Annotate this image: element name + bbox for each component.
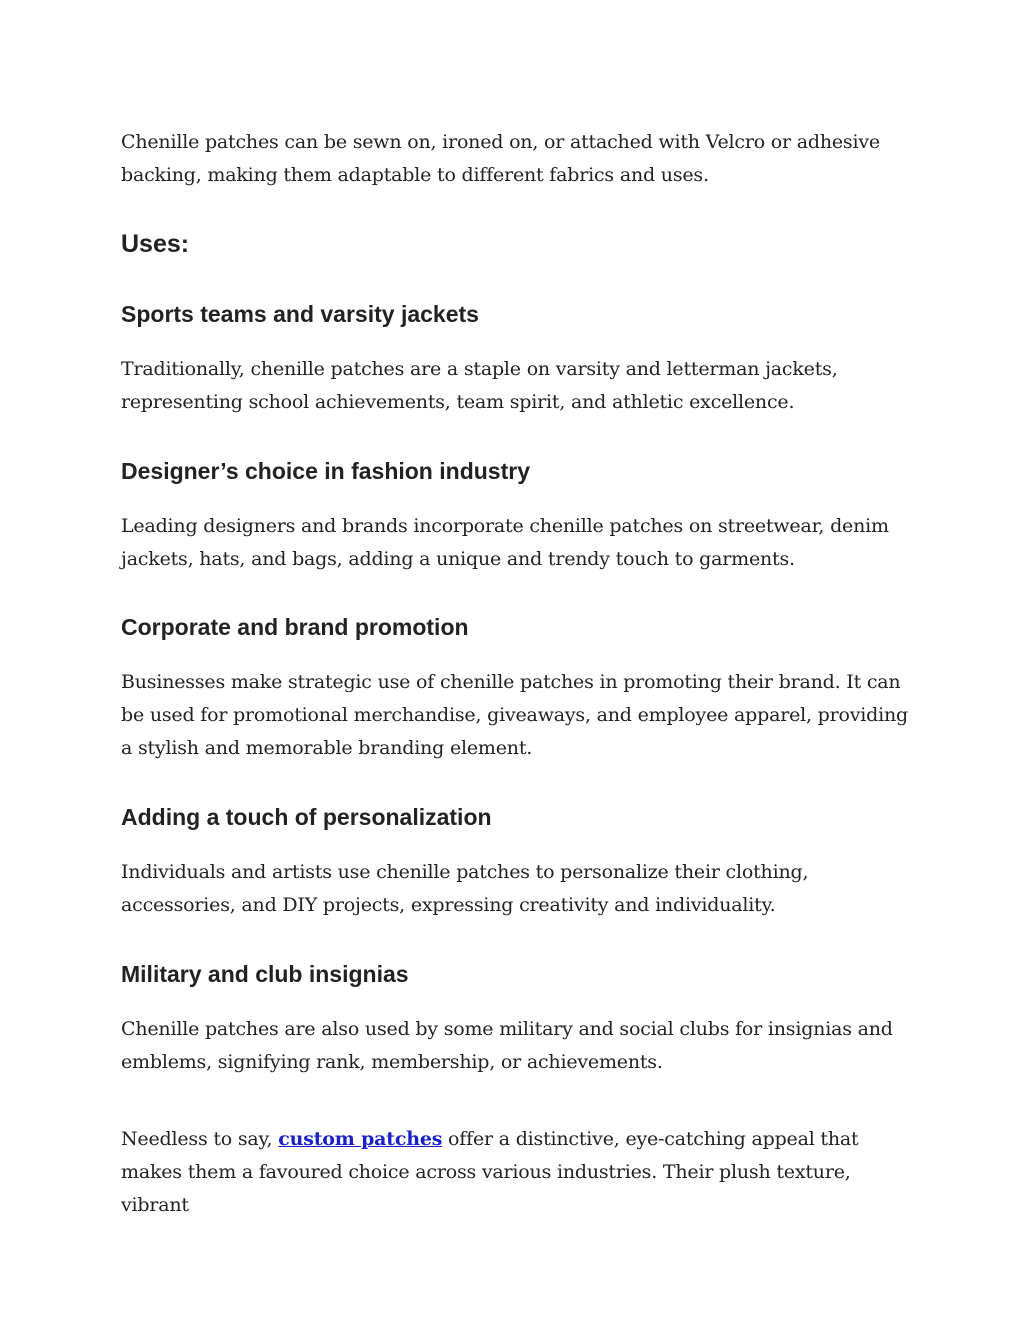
section-heading-designer: Designer’s choice in fashion industry xyxy=(121,458,530,484)
intro-paragraph: Chenille patches can be sewn on, ironed on, or attached with Velcro or adhesive backing, making them adaptable to different fabrics and uses. xyxy=(121,131,880,186)
section-body-sports: Traditionally, chenille patches are a staple on varsity and letterman jackets, representing school achievements, team spirit, and athletic excellence. xyxy=(121,358,838,413)
section-heading-personalization: Adding a touch of personalization xyxy=(121,804,492,830)
section-body-military: Chenille patches are also used by some military and social clubs for insignias and emblems, signifying rank, membership, or achievements. xyxy=(121,1018,893,1073)
closing-text-before-link: Needless to say, xyxy=(121,1128,279,1150)
section-heading-sports: Sports teams and varsity jackets xyxy=(121,301,479,327)
uses-heading: Uses: xyxy=(121,230,190,258)
section-body-designer: Leading designers and brands incorporate chenille patches on streetwear, denim jackets, hats, and bags, adding a unique and trendy touch to garments. xyxy=(121,515,889,570)
section-heading-military: Military and club insignias xyxy=(121,961,409,987)
closing-paragraph xyxy=(121,1123,911,1222)
section-body-personalization: Individuals and artists use chenille patches to personalize their clothing, accessories, and DIY projects, expressing creativity and individuality. xyxy=(121,861,809,916)
custom-patches-link[interactable]: custom patches xyxy=(278,1128,443,1150)
section-heading-corporate: Corporate and brand promotion xyxy=(121,614,469,640)
section-body-corporate: Businesses make strategic use of chenille patches in promoting their brand. It can be used for promotional merchandise, giveaways, and employee apparel, providing a stylish and memorable branding element. xyxy=(121,671,909,759)
closing-text-after-link: offer a distinctive, eye-catching appeal that makes them a favoured choice across various industries. Their plush texture, vibrant xyxy=(121,1128,859,1216)
